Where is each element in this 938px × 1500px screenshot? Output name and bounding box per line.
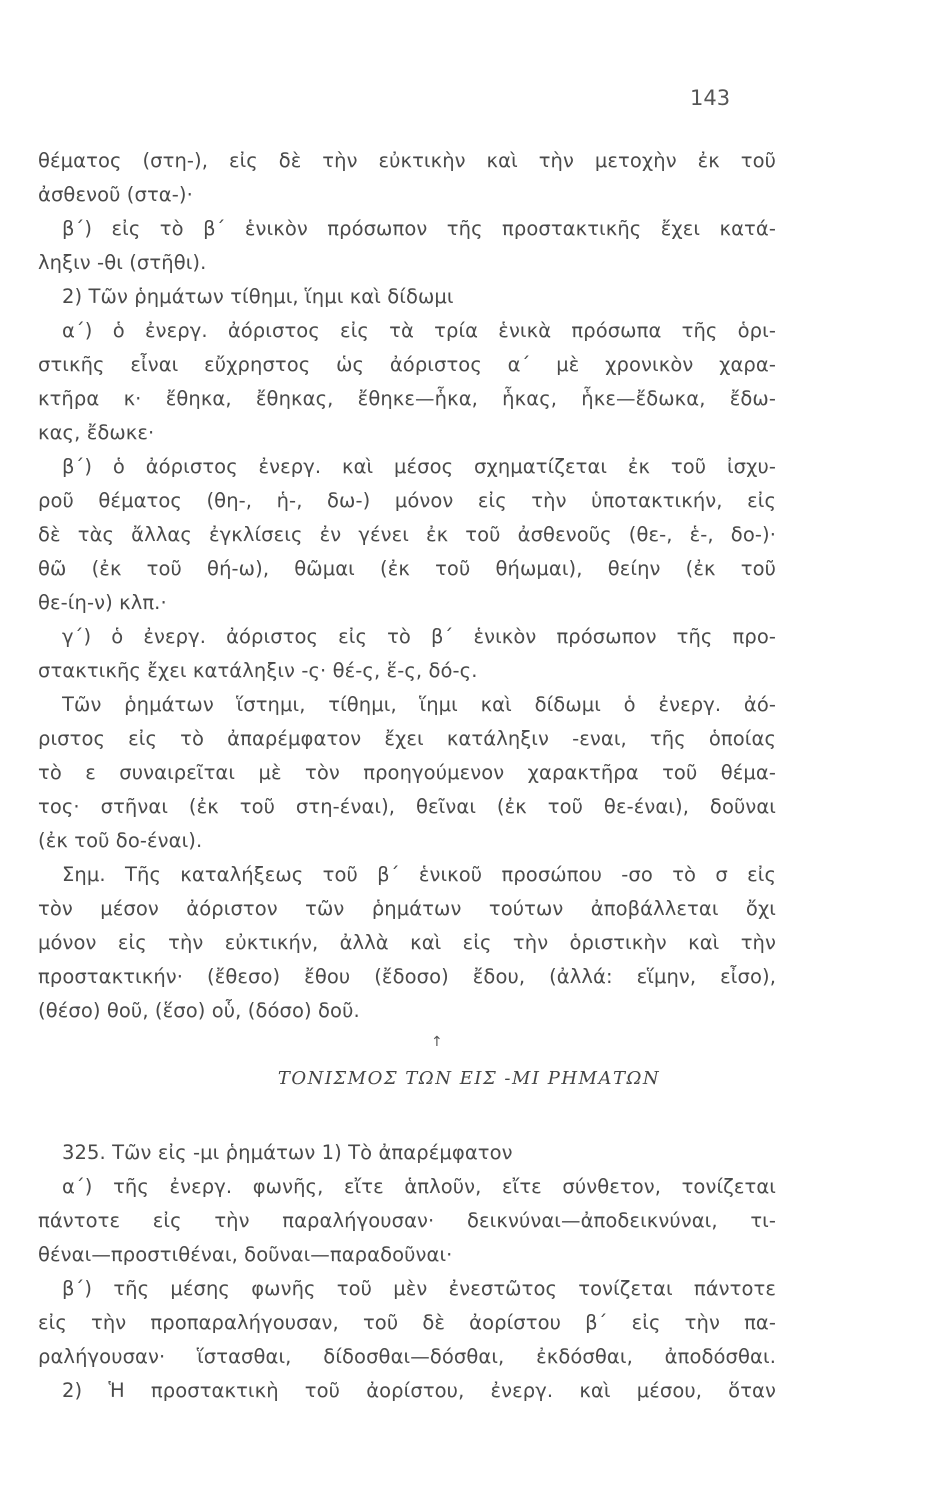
text-line: κτῆρα κ· ἔθηκα, ἔθηκας, ἔθηκε—ἧκα, ἧκας, ἧκε—ἔδωκα, ἔδω- — [38, 387, 776, 410]
text-line: 2) Τῶν ῥημάτων τίθημι, ἵημι καὶ δίδωμι — [62, 285, 454, 308]
text-line: στακτικῆς ἔχει κατάληξιν -ς· θέ-ς, ἕ-ς, δό-ς. — [38, 659, 478, 682]
text-line: ριστος εἰς τὸ ἀπαρέμφατον ἔχει κατάληξιν -εναι, τῆς ὁποίας — [38, 727, 776, 750]
text-line: ἀσθενοῦ (στα-)· — [38, 183, 193, 206]
text-line: β΄) εἰς τὸ β΄ ἑνικὸν πρόσωπον τῆς προστακτικῆς ἔχει κατά- — [62, 217, 776, 240]
page-number: 143 — [690, 86, 731, 110]
text-line: ροῦ θέματος (θη-, ἡ-, δω-) μόνον εἰς τὴν ὑποτακτικήν, εἰς — [38, 489, 776, 512]
text-line: τος· στῆναι (ἐκ τοῦ στη-έναι), θεῖναι (ἐκ τοῦ θε-έναι), δοῦναι — [38, 795, 776, 818]
text-line: θε-ίη-ν) κλπ.· — [38, 591, 167, 614]
text-line: 325. Τῶν εἰς -μι ῥημάτων 1) Τὸ ἀπαρέμφατον — [62, 1141, 513, 1164]
text-line: θέματος (στη-), εἰς δὲ τὴν εὐκτικὴν καὶ τὴν μετοχὴν ἐκ τοῦ — [38, 149, 776, 172]
section-heading: ΤΟΝΙΣΜΟΣ ΤΩΝ ΕΙΣ -ΜΙ ΡΗΜΑΤΩΝ — [277, 1068, 661, 1089]
text-line: προστακτικήν· (ἔθεσο) ἔθου (ἔδοσο) ἔδου, (ἀλλά: εἵμην, εἶσο), — [38, 965, 776, 988]
text-line: κας, ἔδωκε· — [38, 421, 155, 444]
text-line: β΄) τῆς μέσης φωνῆς τοῦ μὲν ἐνεστῶτος τονίζεται πάντοτε — [62, 1277, 776, 1300]
text-line: α΄) τῆς ἐνεργ. φωνῆς, εἴτε ἁπλοῦν, εἴτε σύνθετον, τονίζεται — [62, 1175, 776, 1198]
margin-mark: ↑ — [431, 1034, 443, 1050]
text-line: α΄) ὁ ἐνεργ. ἀόριστος εἰς τὰ τρία ἑνικὰ πρόσωπα τῆς ὁρι- — [62, 319, 776, 342]
text-line: στικῆς εἶναι εὔχρηστος ὡς ἀόριστος α΄ μὲ χρονικὸν χαρα- — [38, 353, 776, 376]
text-line: (θέσο) θοῦ, (ἕσο) οὗ, (δόσο) δοῦ. — [38, 999, 360, 1022]
text-line: μόνον εἰς τὴν εὐκτικήν, ἀλλὰ καὶ εἰς τὴν ὁριστικὴν καὶ τὴν — [38, 931, 776, 954]
text-line: Σημ. Τῆς καταλήξεως τοῦ β΄ ἑνικοῦ προσώπου -σο τὸ σ εἰς — [62, 863, 776, 886]
text-line: ραλήγουσαν· ἵστασθαι, δίδοσθαι—δόσθαι, ἐκδόσθαι, ἀποδόσθαι. — [38, 1345, 776, 1368]
text-line: πάντοτε εἰς τὴν παραλήγουσαν· δεικνύναι—ἀποδεικνύναι, τι- — [38, 1209, 776, 1232]
text-line: 2) Ἡ προστακτικὴ τοῦ ἀορίστου, ἐνεργ. καὶ μέσου, ὅταν — [62, 1379, 776, 1402]
text-line: β΄) ὁ ἀόριστος ἐνεργ. καὶ μέσος σχηματίζεται ἐκ τοῦ ἰσχυ- — [62, 455, 776, 478]
text-line: θῶ (ἐκ τοῦ θή-ω), θῶμαι (ἐκ τοῦ θήωμαι), θείην (ἐκ τοῦ — [38, 557, 776, 580]
text-line: δὲ τὰς ἄλλας ἐγκλίσεις ἐν γένει ἐκ τοῦ ἀσθενοῦς (θε-, ἑ-, δο-)· — [38, 523, 776, 546]
text-line: θέναι—προστιθέναι, δοῦναι—παραδοῦναι· — [38, 1243, 453, 1266]
text-line: τὸν μέσον ἀόριστον τῶν ῥημάτων τούτων ἀποβάλλεται ὄχι — [38, 897, 776, 920]
text-line: Τῶν ῥημάτων ἵστημι, τίθημι, ἵημι καὶ δίδωμι ὁ ἐνεργ. ἀό- — [62, 693, 776, 716]
text-line: γ΄) ὁ ἐνεργ. ἀόριστος εἰς τὸ β΄ ἑνικὸν πρόσωπον τῆς προ- — [62, 625, 776, 648]
text-line: τὸ ε συναιρεῖται μὲ τὸν προηγούμενον χαρακτῆρα τοῦ θέμα- — [38, 761, 776, 784]
text-line: (ἐκ τοῦ δο-έναι). — [38, 829, 203, 852]
text-line: ληξιν -θι (στῆθι). — [38, 251, 207, 274]
text-line: εἰς τὴν προπαραλήγουσαν, τοῦ δὲ ἀορίστου β΄ εἰς τὴν πα- — [38, 1311, 776, 1334]
